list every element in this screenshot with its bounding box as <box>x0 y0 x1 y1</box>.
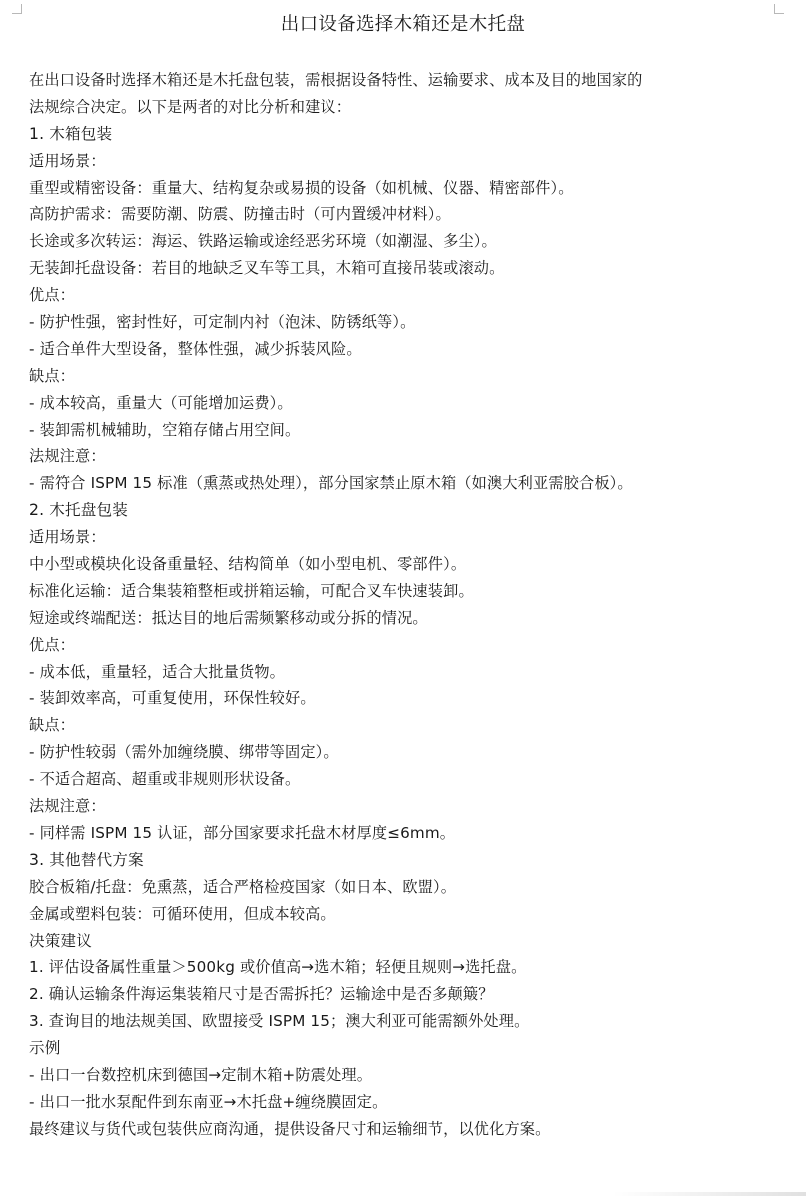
subheading-regulations: 法规注意： <box>29 447 106 466</box>
document-title: 出口设备选择木箱还是木托盘 <box>280 14 526 35</box>
closing-recommendation: 最终建议与货代或包装供应商沟通，提供设备尺寸和运输细节，以优化方案。 <box>29 1119 551 1138</box>
subheading-use-cases: 适用场景： <box>29 151 106 170</box>
text-line: 短途或终端配送：抵达目的地后需频繁移动或分拆的情况。 <box>29 608 428 627</box>
list-item: - 装卸效率高，可重复使用，环保性较好。 <box>29 689 316 708</box>
text-line: 重型或精密设备：重量大、结构复杂或易损的设备（如机械、仪器、精密部件）。 <box>29 178 574 197</box>
subheading-use-cases: 适用场景： <box>29 528 106 547</box>
list-item: - 不适合超高、超重或非规则形状设备。 <box>29 770 301 789</box>
section-heading-examples: 示例 <box>29 1039 61 1058</box>
list-item: - 成本低，重量轻，适合大批量货物。 <box>29 662 286 681</box>
list-item: - 适合单件大型设备，整体性强，减少拆装风险。 <box>29 339 362 358</box>
list-item: 2. 确认运输条件海运集装箱尺寸是否需拆托？运输途中是否多颠簸？ <box>29 985 494 1004</box>
list-item: - 出口一批水泵配件到东南亚→木托盘+缠绕膜固定。 <box>29 1092 388 1111</box>
section-heading-wooden-crate: 1. 木箱包装 <box>29 124 113 143</box>
text-line: 标准化运输：适合集装箱整柜或拼箱运输，可配合叉车快速装卸。 <box>29 581 474 600</box>
text-line: 长途或多次转运：海运、铁路运输或途经恶劣环境（如潮湿、多尘）。 <box>29 232 497 251</box>
intro-paragraph-line: 法规综合决定。以下是两者的对比分析和建议： <box>29 97 352 116</box>
document-body <box>29 67 799 1143</box>
section-heading-decision: 决策建议 <box>29 931 92 950</box>
list-item: - 出口一台数控机床到德国→定制木箱+防震处理。 <box>29 1065 373 1084</box>
list-item: - 装卸需机械辅助，空箱存储占用空间。 <box>29 420 301 439</box>
list-item: 1. 评估设备属性重量＞500kg 或价值高→选木箱；轻便且规则→选托盘。 <box>29 958 527 977</box>
list-item: - 同样需 ISPM 15 认证，部分国家要求托盘木材厚度≤6mm。 <box>29 823 456 842</box>
list-item: - 需符合 ISPM 15 标准（熏蒸或热处理），部分国家禁止原木箱（如澳大利亚需胶合板）。 <box>29 474 633 493</box>
subheading-regulations: 法规注意： <box>29 797 106 816</box>
intro-paragraph-line: 在出口设备时选择木箱还是木托盘包装，需根据设备特性、运输要求、成本及目的地国家的 <box>29 71 643 89</box>
list-item: - 成本较高，重量大（可能增加运费）。 <box>29 393 293 412</box>
subheading-disadvantages: 缺点： <box>29 366 76 385</box>
list-item: 3. 查询目的地法规美国、欧盟接受 ISPM 15；澳大利亚可能需额外处理。 <box>29 1012 530 1031</box>
subheading-disadvantages: 缺点： <box>29 716 76 735</box>
text-line: 中小型或模块化设备重量轻、结构简单（如小型电机、零部件）。 <box>29 555 467 574</box>
text-line: 胶合板箱/托盘：免熏蒸，适合严格检疫国家（如日本、欧盟）。 <box>29 877 457 896</box>
subheading-advantages: 优点： <box>29 635 76 654</box>
list-item: - 防护性强，密封性好，可定制内衬（泡沫、防锈纸等）。 <box>29 313 416 332</box>
section-heading-alternatives: 3. 其他替代方案 <box>29 850 144 869</box>
text-line: 金属或塑料包装：可循环使用，但成本较高。 <box>29 904 336 923</box>
text-line: 无装卸托盘设备：若目的地缺乏叉车等工具，木箱可直接吊装或滚动。 <box>29 259 505 278</box>
list-item: - 防护性较弱（需外加缠绕膜、绑带等固定）。 <box>29 743 339 762</box>
page-edge-shadow <box>612 1192 806 1196</box>
subheading-advantages: 优点： <box>29 286 76 305</box>
text-line: 高防护需求：需要防潮、防震、防撞击时（可内置缓冲材料）。 <box>29 205 451 224</box>
section-heading-wooden-pallet: 2. 木托盘包装 <box>29 501 129 520</box>
